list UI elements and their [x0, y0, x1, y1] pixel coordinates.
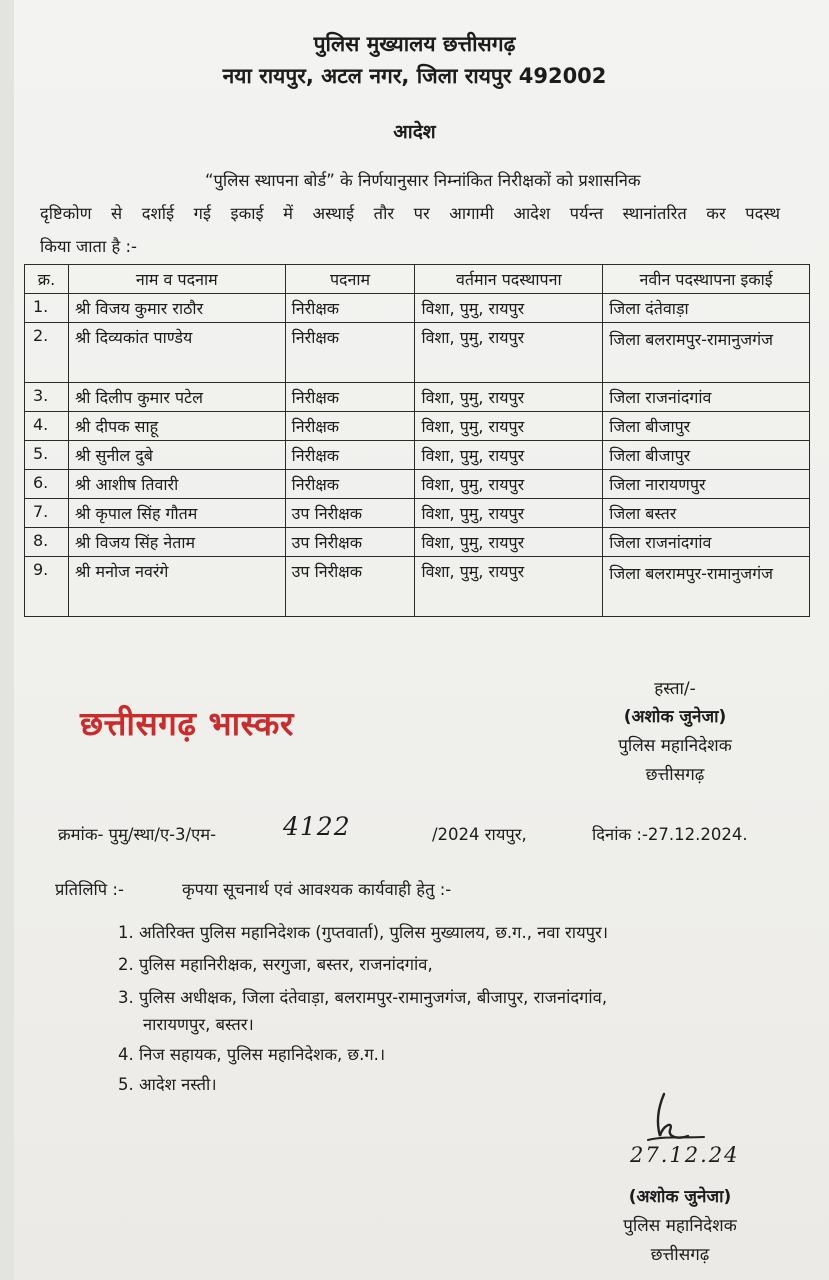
rank-cell: निरीक्षक: [285, 441, 415, 470]
table-row: [25, 383, 810, 412]
copy-list-item: 2. पुलिस महानिरीक्षक, सरगुजा, बस्तर, राजनांदगांव,: [118, 955, 433, 974]
serial-cell: 6.: [25, 470, 69, 499]
signed-mark: हस्ता/-: [654, 679, 696, 699]
signatory-designation: पुलिस महानिदेशक: [618, 736, 732, 756]
office-address: नया रायपुर, अटल नगर, जिला रायपुर 492002: [222, 64, 607, 88]
table-header-row: [25, 265, 810, 294]
current-posting-cell: विशा, पुमु, रायपुर: [415, 323, 603, 383]
signatory-name: (अशोक जुनेजा): [623, 707, 727, 727]
signatory-designation-2: पुलिस महानिदेशक: [623, 1216, 737, 1236]
rank-cell: निरीक्षक: [285, 323, 415, 383]
signatory-state-2: छत्तीसगढ़: [650, 1245, 710, 1265]
serial-cell: 3.: [25, 383, 69, 412]
copy-text: कृपया सूचनार्थ एवं आवश्यक कार्यवाही हेतु :-: [182, 880, 452, 899]
current-posting-cell: विशा, पुमु, रायपुर: [415, 412, 603, 441]
reference-year-place: /2024 रायपुर,: [432, 825, 527, 844]
col-header-serial: क्र.: [25, 265, 69, 294]
current-posting-cell: विशा, पुमु, रायपुर: [415, 441, 603, 470]
name-cell: श्री मनोज नवरंगे: [68, 557, 285, 617]
name-cell: श्री विजय सिंह नेताम: [68, 528, 285, 557]
table-row: [25, 470, 810, 499]
serial-cell: 1.: [25, 294, 69, 323]
name-cell: श्री विजय कुमार राठौर: [68, 294, 285, 323]
intro-line-1: “पुलिस स्थापना बोर्ड” के निर्णयानुसार निम्नांकित निरीक्षकों को प्रशासनिक: [205, 171, 641, 190]
reference-prefix: क्रमांक- पुमु/स्था/ए-3/एम-: [58, 825, 217, 844]
current-posting-cell: विशा, पुमु, रायपुर: [415, 499, 603, 528]
name-cell: श्री कृपाल सिंह गौतम: [68, 499, 285, 528]
col-header-current-posting: वर्तमान पदस्थापना: [415, 265, 603, 294]
col-header-new-posting: नवीन पदस्थापना इकाई: [603, 265, 810, 294]
new-posting-cell: जिला राजनांदगांव: [603, 528, 810, 557]
new-posting-cell: जिला बीजापुर: [603, 412, 810, 441]
new-posting-cell: जिला बलरामपुर-रामानुजगंज: [603, 557, 810, 617]
current-posting-cell: विशा, पुमु, रायपुर: [415, 470, 603, 499]
copy-list-item-continued: नारायणपुर, बस्तर।: [143, 1015, 254, 1034]
rank-cell: उप निरीक्षक: [285, 557, 415, 617]
serial-cell: 7.: [25, 499, 69, 528]
table-row: [25, 441, 810, 470]
new-posting-cell: जिला दंतेवाड़ा: [603, 294, 810, 323]
name-cell: श्री सुनील दुबे: [68, 441, 285, 470]
intro-line-3: किया जाता है :-: [40, 237, 137, 256]
current-posting-cell: विशा, पुमु, रायपुर: [415, 383, 603, 412]
new-posting-cell: जिला बलरामपुर-रामानुजगंज: [603, 323, 810, 383]
handwritten-date: 27.12.24: [630, 1143, 740, 1167]
rank-cell: निरीक्षक: [285, 294, 415, 323]
rank-cell: निरीक्षक: [285, 383, 415, 412]
table-row: [25, 294, 810, 323]
table-row: [25, 323, 810, 383]
serial-cell: 9.: [25, 557, 69, 617]
copy-label: प्रतिलिपि :-: [55, 880, 124, 899]
copy-list-item: 3. पुलिस अधीक्षक, जिला दंतेवाड़ा, बलरामपुर-रामानुजगंज, बीजापुर, राजनांदगांव,: [118, 988, 608, 1007]
office-name: पुलिस मुख्यालय छत्तीसगढ़: [313, 32, 516, 56]
rank-cell: निरीक्षक: [285, 412, 415, 441]
serial-cell: 8.: [25, 528, 69, 557]
name-cell: श्री दीपक साहू: [68, 412, 285, 441]
signatory-name-2: (अशोक जुनेजा): [628, 1187, 732, 1207]
table-row: [25, 412, 810, 441]
new-posting-cell: जिला राजनांदगांव: [603, 383, 810, 412]
current-posting-cell: विशा, पुमु, रायपुर: [415, 528, 603, 557]
handwritten-reference-number: 4122: [283, 812, 351, 841]
serial-cell: 4.: [25, 412, 69, 441]
signatory-state: छत्तीसगढ़: [645, 765, 705, 785]
name-cell: श्री दिलीप कुमार पटेल: [68, 383, 285, 412]
current-posting-cell: विशा, पुमु, रायपुर: [415, 294, 603, 323]
name-cell: श्री दिव्यकांत पाण्डेय: [68, 323, 285, 383]
name-cell: श्री आशीष तिवारी: [68, 470, 285, 499]
newspaper-watermark: छत्तीसगढ़ भास्कर: [80, 704, 294, 743]
reference-date: दिनांक :-27.12.2024.: [592, 825, 748, 844]
col-header-name: नाम व पदनाम: [68, 265, 285, 294]
order-title: आदेश: [393, 121, 436, 143]
new-posting-cell: जिला बस्तर: [603, 499, 810, 528]
transfer-table: [24, 264, 810, 617]
current-posting-cell: विशा, पुमु, रायपुर: [415, 557, 603, 617]
serial-cell: 2.: [25, 323, 69, 383]
serial-cell: 5.: [25, 441, 69, 470]
table-row: [25, 557, 810, 617]
col-header-rank: पदनाम: [285, 265, 415, 294]
handwritten-signature: [640, 1090, 710, 1148]
page-left-margin: [0, 0, 14, 1280]
table-row: [25, 528, 810, 557]
intro-line-2: दृष्टिकोण से दर्शाई गई इकाई में अस्थाई तौर पर आगामी आदेश पर्यन्त स्थानांतरित कर पदस्थ: [40, 204, 780, 223]
rank-cell: निरीक्षक: [285, 470, 415, 499]
rank-cell: उप निरीक्षक: [285, 528, 415, 557]
rank-cell: उप निरीक्षक: [285, 499, 415, 528]
copy-list-item: 1. अतिरिक्त पुलिस महानिदेशक (गुप्तवार्ता), पुलिस मुख्यालय, छ.ग., नवा रायपुर।: [118, 923, 609, 942]
table-row: [25, 499, 810, 528]
copy-list-item: 5. आदेश नस्ती।: [118, 1075, 217, 1094]
copy-list-item: 4. निज सहायक, पुलिस महानिदेशक, छ.ग.।: [118, 1045, 386, 1064]
new-posting-cell: जिला बीजापुर: [603, 441, 810, 470]
new-posting-cell: जिला नारायणपुर: [603, 470, 810, 499]
